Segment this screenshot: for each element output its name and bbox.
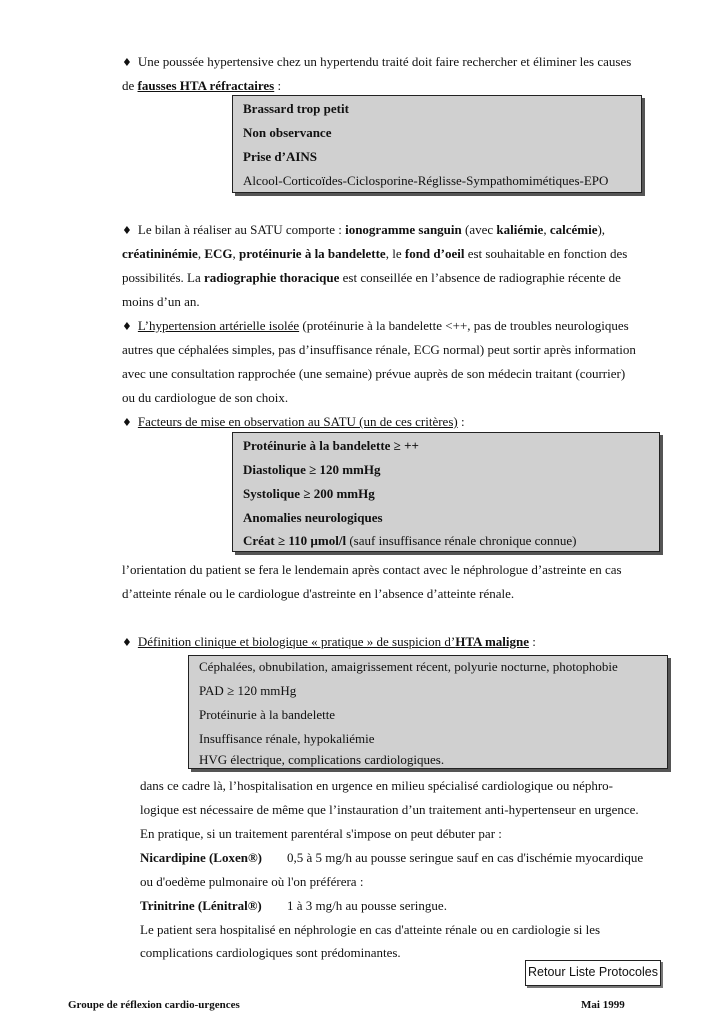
s3-line-3: avec une consultation rapprochée (une semaine) prévue auprès de son médecin traitant (courrier): [122, 366, 626, 381]
drug-2-line: [140, 898, 447, 914]
s5-line-1: ♦ Définition clinique et biologique « pratique » de suspicion d’HTA maligne :: [122, 634, 536, 649]
box-item: Protéinurie à la bandelette ≥ ++: [243, 438, 419, 453]
malignant-hta-box: [188, 655, 668, 769]
s2-line-4: moins d’un an.: [122, 294, 200, 309]
drug-1-name: Nicardipine (Loxen®): [140, 850, 263, 865]
s5-para-2: logique est nécessaire de même que l’instauration d’un traitement anti-hypertenseur en urgence.: [140, 802, 639, 817]
fausses-hta-term: fausses HTA réfractaires: [137, 78, 275, 93]
criteria-box: [232, 432, 660, 552]
box-item: Brassard trop petit: [243, 101, 349, 116]
diamond-bullet-icon: ♦: [122, 320, 132, 333]
s1-line-1: ♦ Une poussée hypertensive chez un hypertendu traité doit faire rechercher et éliminer les causes: [122, 54, 632, 69]
box-item: Protéinurie à la bandelette: [199, 707, 336, 722]
s4-line-1: ♦ Facteurs de mise en observation au SATU (un de ces critères) :: [122, 414, 465, 429]
s5-para-4: Le patient sera hospitalisé en néphrologie en cas d'atteinte rénale ou en cardiologie si les: [140, 922, 601, 937]
s3-line-2: autres que céphalées simples, pas d’insuffisance rénale, ECG normal) peut sortir après information: [122, 342, 636, 357]
s5-para-1: dans ce cadre là, l’hospitalisation en urgence en milieu spécialisé cardiologique ou néphro-: [140, 778, 614, 793]
diamond-bullet-icon: ♦: [122, 416, 132, 429]
s5-para-3: En pratique, si un traitement parentéral s'impose on peut débuter par :: [140, 826, 502, 841]
s3-line-4: ou du cardiologue de son choix.: [122, 390, 289, 405]
box-item: Prise d’AINS: [243, 149, 318, 164]
s2-line-2: créatininémie, ECG, protéinurie à la bandelette, le fond d’oeil est souhaitable en fonction des: [122, 246, 628, 261]
s2-line-1: ♦ Le bilan à réaliser au SATU comporte : ionogramme sanguin (avec kaliémie, calcémie),: [122, 222, 606, 237]
box-item: Non observance: [243, 125, 332, 140]
diamond-bullet-icon: ♦: [122, 224, 132, 237]
s4-after-2: d’atteinte rénale ou le cardiologue d'astreinte en l’absence d’atteinte rénale.: [122, 586, 515, 601]
diamond-bullet-icon: ♦: [122, 56, 132, 69]
box-item: HVG électrique, complications cardiologiques.: [199, 752, 445, 767]
back-to-protocol-list-button[interactable]: Retour Liste Protocoles: [525, 960, 661, 986]
drug-2-dose: 1 à 3 mg/h au pousse seringue.: [287, 898, 447, 913]
box-item: Alcool-Corticoïdes-Ciclosporine-Réglisse-Sympathomimétiques-EPO: [243, 173, 609, 188]
s2-line-3: possibilités. La radiographie thoracique est conseillée en l’absence de radiographie récente de: [122, 270, 621, 285]
box-item: Anomalies neurologiques: [243, 510, 383, 525]
drug-1-continued: ou d'oedème pulmonaire où l'on préférera :: [140, 874, 364, 889]
diamond-bullet-icon: ♦: [122, 636, 132, 649]
box-item: Systolique ≥ 200 mmHg: [243, 486, 375, 501]
s4-after-1: l’orientation du patient se fera le lendemain après contact avec le néphrologue d’astreinte en cas: [122, 562, 622, 577]
drug-1-line: [140, 850, 643, 866]
s1-line-2: de fausses HTA réfractaires :: [122, 78, 282, 93]
box-item: Céphalées, obnubilation, amaigrissement récent, polyurie nocturne, photophobie: [199, 659, 618, 674]
s3-line-1: ♦ L’hypertension artérielle isolée (protéinurie à la bandelette <++, pas de troubles neurologiques: [122, 318, 629, 333]
s5-para-5: complications cardiologiques sont prédominantes.: [140, 945, 401, 960]
box-item: Diastolique ≥ 120 mmHg: [243, 462, 381, 477]
footer-date: Mai 1999: [581, 999, 625, 1011]
box-item: Insuffisance rénale, hypokaliémie: [199, 731, 375, 746]
causes-box: [232, 95, 642, 193]
box-item: PAD ≥ 120 mmHg: [199, 683, 297, 698]
box-item: Créat ≥ 110 µmol/l (sauf insuffisance rénale chronique connue): [243, 533, 577, 548]
footer-left: Groupe de réflexion cardio-urgences: [68, 999, 240, 1011]
drug-2-name: Trinitrine (Lénitral®): [140, 898, 262, 913]
drug-1-dose: 0,5 à 5 mg/h au pousse seringue sauf en cas d'ischémie myocardique: [287, 850, 644, 865]
